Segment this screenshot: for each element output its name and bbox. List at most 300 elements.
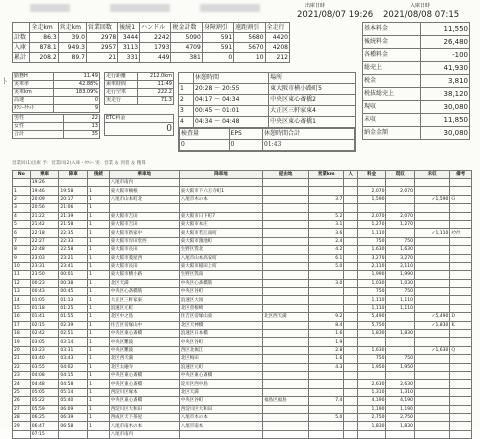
detail-cell [450, 430, 472, 438]
total-row [363, 75, 470, 88]
detail-cell: 06:39 [59, 413, 88, 421]
detail-cell: 29 [13, 422, 31, 430]
detail-cell: 東大阪市吉田 [109, 212, 179, 220]
detail-cell: 01:05 [30, 296, 59, 304]
detail-cell [415, 380, 450, 388]
detail-cell: 4,190 [386, 397, 415, 405]
detail-cell [344, 204, 357, 212]
detail-cell: 1 [88, 212, 110, 220]
detail-cell: 23:21 [59, 254, 88, 262]
detail-cell [415, 430, 450, 438]
summary-row-label: 計数 [13, 33, 30, 43]
rest-place: 中央区東心斎橋2 [269, 95, 356, 106]
detail-col-header: 乗車 [30, 171, 59, 179]
summary-col-header: 税金計数 [171, 23, 202, 33]
detail-cell: 八尾市南内 [109, 430, 179, 438]
detail-cell: 1,190 [357, 405, 386, 413]
detail-cell: 1 [88, 187, 110, 195]
detail-cell [415, 220, 450, 228]
table-row [13, 212, 472, 220]
detail-cell [450, 422, 472, 430]
etc-table [104, 114, 174, 136]
detail-cell [344, 179, 357, 187]
detail-cell: ✓1,590 [415, 195, 450, 203]
total-value: 3,810 [421, 75, 470, 88]
detail-cell: 中央区心斎橋筋 [179, 279, 262, 287]
total-label: 未収 [363, 114, 421, 127]
table-row [13, 321, 472, 329]
table-row [13, 346, 472, 354]
redacted-header-2 [110, 4, 170, 12]
summary-col-header: 後続1 [118, 23, 140, 33]
summary-cell: 4709 [171, 43, 202, 53]
detail-cell: 1 [88, 220, 110, 228]
detail-cell [179, 430, 262, 438]
detail-cell [450, 220, 472, 228]
detail-cell: 3.1 [309, 220, 344, 228]
summary-col-header: 営業回数 [86, 23, 117, 33]
detail-cell: 24 [13, 380, 31, 388]
total-row [363, 49, 470, 62]
drive-stat-value: 71.3 [138, 97, 174, 105]
drive-stat-row [105, 89, 174, 97]
stat-row [13, 89, 100, 97]
detail-cell [344, 346, 357, 354]
detail-cell: 3.7 [309, 195, 344, 203]
detail-cell [450, 355, 472, 363]
detail-cell [263, 330, 309, 338]
table-row [13, 296, 472, 304]
detail-cell [415, 262, 450, 270]
detail-cell: 00:45 [59, 288, 88, 296]
detail-cell [344, 363, 357, 371]
detail-cell [415, 413, 450, 421]
table-row [13, 204, 472, 212]
rest-row [179, 117, 356, 128]
drive-stat-value: 212.0km [138, 73, 174, 81]
detail-cell: 23:50 [30, 271, 59, 279]
detail-cell [344, 422, 357, 430]
detail-cell [263, 338, 309, 346]
detail-cell: 18 [13, 330, 31, 338]
detail-cell: 19 [13, 338, 31, 346]
detail-cell: 東大阪市稲田上町 [179, 262, 262, 270]
detail-cell: 17 [13, 321, 31, 329]
detail-cell [263, 321, 309, 329]
summary-col-header: 身障割引 [202, 23, 233, 33]
detail-cell: 生野区巽南 [179, 271, 262, 279]
summary-cell: 212 [265, 53, 289, 63]
detail-cell: 4 [13, 212, 31, 220]
detail-cell: 浪速区大国 [179, 296, 262, 304]
detail-cell: 北区西天満 [109, 355, 179, 363]
detail-cell [344, 304, 357, 312]
detail-cell [309, 388, 344, 396]
detail-cell: 3.0 [309, 279, 344, 287]
detail-cell: 1,030 [357, 279, 386, 287]
detail-cell: 20 [13, 346, 31, 354]
detail-cell: 北区曽根崎 [179, 304, 262, 312]
person-count-value: 13 [63, 123, 99, 131]
detail-cell: 中央区東心斎橋 [179, 371, 262, 379]
summary-cell: 3113 [118, 43, 140, 53]
detail-cell: 1,630 [386, 246, 415, 254]
summary-cell: 5670 [234, 43, 265, 53]
summary-col-header: 営走km [58, 23, 86, 33]
detail-cell [415, 355, 450, 363]
rest-row [179, 95, 356, 106]
detail-cell [344, 330, 357, 338]
detail-cell [357, 338, 386, 346]
detail-cell [415, 254, 450, 262]
detail-cell [415, 388, 450, 396]
detail-cell: 4.3 [309, 363, 344, 371]
total-label: 税金 [363, 75, 421, 88]
detail-cell [386, 204, 415, 212]
detail-cell: 750 [357, 288, 386, 296]
summary-row [13, 53, 290, 63]
rest-footer-label: 検査量 [180, 129, 230, 140]
rest-no: 2 [179, 95, 194, 106]
detail-cell: 03:14 [59, 338, 88, 346]
detail-cell: 東大阪市岸田堂西 [109, 237, 179, 245]
summary-cell: 0 [202, 53, 233, 63]
detail-cell [415, 338, 450, 346]
detail-cell [450, 279, 472, 287]
detail-cell: 03:31 [59, 346, 88, 354]
detail-cell: 2,750 [386, 413, 415, 421]
detail-cell [415, 330, 450, 338]
detail-cell [344, 380, 357, 388]
totals-table [362, 22, 470, 140]
detail-cell: 北区西天満 [263, 313, 309, 321]
drive-stat-label: 走行距離 [105, 73, 138, 81]
total-value: 11,850 [421, 114, 470, 127]
detail-cell: 2,630 [357, 380, 386, 388]
detail-cell: 5,750 [357, 321, 386, 329]
rest-time: 00:45 ～ 01:01 [194, 106, 269, 117]
detail-cell: 6 [13, 229, 31, 237]
detail-cell [344, 262, 357, 270]
detail-cell [450, 212, 472, 220]
detail-cell: 生野区巽北 [179, 246, 262, 254]
detail-cell: 西淀川区塚本 [109, 388, 179, 396]
table-row [13, 195, 472, 203]
detail-cell: D [450, 313, 472, 321]
detail-cell [450, 338, 472, 346]
detail-cell [450, 413, 472, 421]
detail-cell [13, 430, 31, 438]
detail-cell: 福島区福島 [263, 397, 309, 405]
total-label: 納金金額 [363, 127, 421, 140]
detail-cell: Q [450, 346, 472, 354]
detail-cell [59, 179, 88, 187]
detail-cell: 北区天満 [179, 388, 262, 396]
detail-cell [415, 296, 450, 304]
summary-cell: 39.0 [58, 33, 86, 43]
detail-cell: ﾀｸﾁｹ [450, 229, 472, 237]
rest-place: 東大阪市横小路町5 [269, 84, 356, 95]
detail-cell [344, 371, 357, 379]
detail-cell [309, 271, 344, 279]
detail-cell: 15 [13, 304, 31, 312]
table-row [13, 430, 472, 438]
trip-detail-table [12, 170, 472, 439]
detail-cell: 1 [88, 229, 110, 237]
detail-cell [386, 195, 415, 203]
drive-stat-value: 222.2 [138, 89, 174, 97]
table-row [13, 229, 472, 237]
detail-col-header: 現収 [386, 171, 415, 179]
detail-cell: 淀川区西中島 [179, 380, 262, 388]
rest-place: 大正区三軒家東4 [269, 106, 356, 117]
detail-cell: 04:58 [59, 380, 88, 388]
detail-cell: 25 [13, 388, 31, 396]
table-row [13, 271, 472, 279]
detail-cell [309, 288, 344, 296]
detail-cell: 20:56 [30, 204, 59, 212]
detail-cell [415, 405, 450, 413]
detail-cell: 1 [88, 397, 110, 405]
detail-cell: 2.8 [309, 346, 344, 354]
detail-cell [450, 330, 472, 338]
stat-value: 9 [54, 105, 100, 113]
detail-cell: 2,110 [386, 262, 415, 270]
detail-cell: 八尾市山本高安町 [179, 254, 262, 262]
detail-cell: 東大阪市楠根 [109, 187, 179, 195]
detail-col-header: 乗車地 [109, 171, 179, 179]
detail-cell: 1 [88, 363, 110, 371]
detail-cell: 22:33 [59, 237, 88, 245]
summary-cell: 5680 [234, 33, 265, 43]
detail-cell: 23 [13, 371, 31, 379]
detail-cell [344, 338, 357, 346]
detail-cell [415, 279, 450, 287]
summary-row [13, 33, 290, 43]
detail-cell [59, 430, 88, 438]
detail-cell [309, 296, 344, 304]
drive-stat-label: 実走行 [105, 97, 138, 105]
total-row [363, 23, 470, 36]
detail-cell: 1 [88, 330, 110, 338]
detail-cell: 西淀川区大和田 [179, 405, 262, 413]
detail-cell [415, 179, 450, 187]
rest-time: 04:34 ～ 04:48 [194, 117, 269, 128]
detail-cell: ✓1,630 [415, 346, 450, 354]
table-row [13, 422, 472, 430]
table-row [13, 254, 472, 262]
detail-cell: 1 [88, 271, 110, 279]
detail-cell [415, 288, 450, 296]
detail-cell: 西淀川区大和田 [109, 405, 179, 413]
table-row [13, 371, 472, 379]
detail-cell [309, 371, 344, 379]
detail-cell: 東大阪市日下町7 [179, 212, 262, 220]
table-row [13, 262, 472, 270]
detail-cell: 04:02 [59, 363, 88, 371]
total-value: 38,120 [421, 88, 470, 101]
detail-cell: 八尾市木の本 [179, 195, 262, 203]
detail-cell [309, 187, 344, 195]
detail-cell: 03:05 [30, 338, 59, 346]
detail-cell [344, 288, 357, 296]
detail-cell [263, 212, 309, 220]
detail-cell: 八尾市山本町北 [109, 195, 179, 203]
detail-cell [263, 405, 309, 413]
detail-cell: 1 [88, 380, 110, 388]
summary-row [13, 43, 290, 53]
detail-cell: 3,270 [357, 254, 386, 262]
detail-cell [386, 346, 415, 354]
detail-cell [386, 313, 415, 321]
summary-cell: 89.7 [58, 53, 86, 63]
detail-cell [357, 371, 386, 379]
detail-cell: 20:09 [30, 195, 59, 203]
detail-cell: 750 [357, 237, 386, 245]
detail-cell: 大正区三軒家東 [109, 296, 179, 304]
detail-cell [450, 179, 472, 187]
detail-cell [344, 430, 357, 438]
detail-cell [450, 405, 472, 413]
detail-cell [263, 262, 309, 270]
detail-cell: 1 [88, 279, 110, 287]
detail-cell: 06:47 [30, 422, 59, 430]
detail-cell: 1,270 [386, 220, 415, 228]
detail-cell: 23:41 [59, 262, 88, 270]
total-value: 41,930 [421, 62, 470, 75]
detail-cell: 04:08 [30, 371, 59, 379]
detail-cell: G [450, 195, 472, 203]
detail-cell: 東大阪市本庄 [179, 220, 262, 228]
detail-cell [450, 262, 472, 270]
detail-cell: 1 [88, 254, 110, 262]
detail-cell [386, 430, 415, 438]
total-value: 26,480 [421, 36, 470, 49]
total-row [363, 62, 470, 75]
detail-cell: 5.0 [309, 262, 344, 270]
margin-mark-icon: ﾄ [3, 77, 7, 86]
detail-cell [344, 279, 357, 287]
detail-cell: 1,830 [386, 422, 415, 430]
detail-cell: 02:15 [30, 321, 59, 329]
detail-cell [263, 355, 309, 363]
detail-cell [344, 296, 357, 304]
table-row [13, 355, 472, 363]
detail-cell [263, 179, 309, 187]
total-label: 各種料金 [363, 49, 421, 62]
detail-cell: ✓1,830 [415, 321, 450, 329]
detail-cell [263, 237, 309, 245]
detail-cell [344, 229, 357, 237]
detail-cell: 中央区難波 [109, 338, 179, 346]
detail-cell: 02:51 [59, 330, 88, 338]
detail-cell [263, 279, 309, 287]
rest-no: 3 [179, 106, 194, 117]
etc-value: 0 [105, 123, 174, 136]
detail-cell: 16 [13, 313, 31, 321]
person-count-row [13, 123, 100, 131]
table-row [13, 363, 472, 371]
summary-row-label: 累計 [13, 53, 30, 63]
detail-cell: 22:27 [30, 237, 59, 245]
detail-cell: 中央区東心斎橋 [109, 371, 179, 379]
detail-cell: 750 [357, 355, 386, 363]
detail-cell: 北区天満 [109, 279, 179, 287]
detail-cell: 1 [88, 288, 110, 296]
detail-col-header: No [13, 171, 31, 179]
stat-row [13, 105, 100, 113]
rest-table [178, 72, 356, 152]
detail-cell [386, 179, 415, 187]
detail-cell: ✓1,110 [415, 229, 450, 237]
detail-cell [415, 397, 450, 405]
detail-cell [450, 296, 472, 304]
detail-cell: 1 [88, 338, 110, 346]
detail-cell [263, 229, 309, 237]
detail-cell: 浪速区元町 [179, 363, 262, 371]
detail-col-header: 人 [344, 171, 357, 179]
detail-cell: 2 [13, 195, 31, 203]
detail-cell: 19:46 [30, 187, 59, 195]
detail-cell: 八尾市南内 [109, 179, 179, 187]
detail-cell: 03:55 [30, 363, 59, 371]
stat-label: 勤務H [13, 73, 54, 81]
detail-cell: 3,270 [386, 254, 415, 262]
detail-cell [450, 204, 472, 212]
detail-cell: 27 [13, 405, 31, 413]
total-value: 11,550 [421, 23, 470, 36]
summary-col-header: 全走km [30, 23, 58, 33]
person-count-value: 35 [63, 131, 99, 139]
table-row [13, 288, 472, 296]
start-datetime-label: 出庫日時 [305, 3, 326, 9]
stats-left-table [12, 72, 100, 113]
table-row [13, 405, 472, 413]
detail-cell [263, 363, 309, 371]
detail-cell: 2,630 [386, 380, 415, 388]
detail-cell: 北区中之島 [109, 313, 179, 321]
stat-row [13, 81, 100, 89]
detail-cell [109, 204, 179, 212]
detail-cell: 11 [13, 271, 31, 279]
detail-col-header: 備考 [450, 171, 472, 179]
detail-cell [263, 388, 309, 396]
detail-cell [13, 179, 31, 187]
detail-cell [309, 422, 344, 430]
detail-cell: 05:22 [30, 397, 59, 405]
summary-cell: 3444 [118, 33, 140, 43]
detail-cell: 01:41 [30, 313, 59, 321]
table-row [13, 220, 472, 228]
detail-cell [386, 371, 415, 379]
summary-cell: 2242 [140, 33, 171, 43]
detail-cell: 八尾市木の本 [179, 413, 262, 421]
total-value: 30,080 [421, 127, 470, 140]
detail-cell: 1 [88, 413, 110, 421]
detail-cell: 4.2 [309, 246, 344, 254]
detail-cell: 北区太融寺 [109, 363, 179, 371]
detail-cell [344, 212, 357, 220]
detail-cell: 19:26 [30, 179, 59, 187]
summary-cell: 86.3 [30, 33, 58, 43]
detail-cell: 2,070 [386, 212, 415, 220]
table-row [13, 237, 472, 245]
summary-cell: 2978 [86, 33, 117, 43]
detail-cell [344, 271, 357, 279]
table-row [13, 413, 472, 421]
total-label: 基本料金 [363, 23, 421, 36]
note-line: 営業回(1)出庫 予：営業回(2)入庫・ﾀｸｼｰ 実：営業 ＆ 到着 ＆ 精算 [12, 161, 146, 166]
